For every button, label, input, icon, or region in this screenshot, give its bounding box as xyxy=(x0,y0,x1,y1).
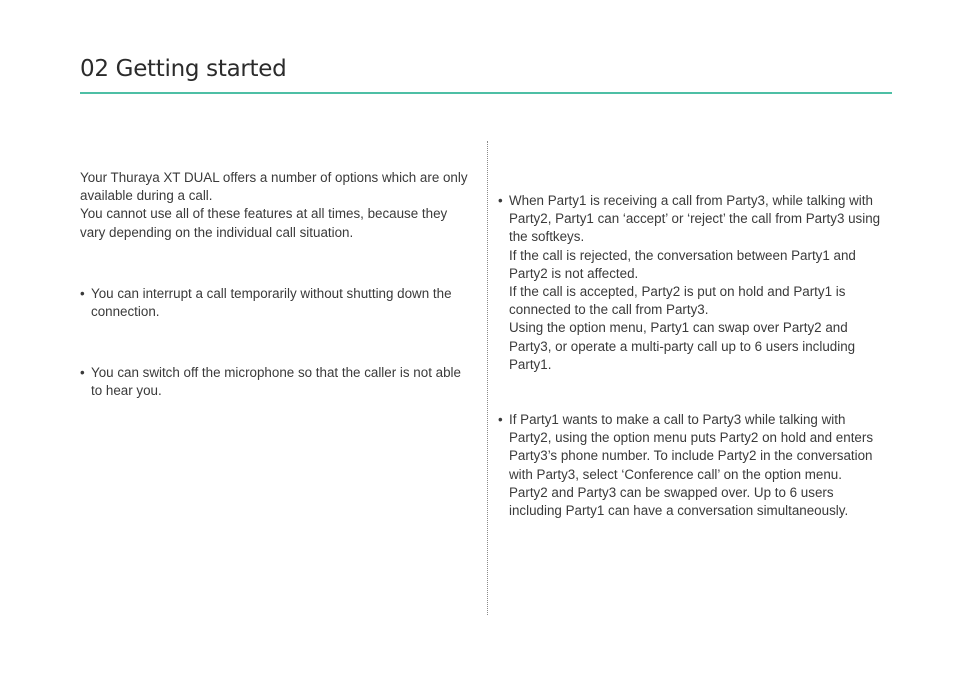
text-line: Party2, Party1 can ‘accept’ or ‘reject’ the call from Party3 using xyxy=(509,211,881,227)
text-line: connected to the call from Party3. xyxy=(509,302,709,318)
text-line: vary depending on the individual call situation. xyxy=(80,224,354,240)
bullet-dot: • xyxy=(498,193,503,208)
hold-call-bullet xyxy=(80,285,452,321)
text-line: When Party1 is receiving a call from Party3, while talking with xyxy=(509,193,873,208)
text-line: You can switch off the microphone so that the caller is not able xyxy=(91,365,461,380)
conference-call-bullet xyxy=(498,411,873,520)
bullet-dot: • xyxy=(80,286,85,301)
text-line: Party2 is not affected. xyxy=(509,265,639,281)
text-line: If the call is accepted, Party2 is put on hold and Party1 is xyxy=(509,284,846,300)
text-line: including Party1 can have a conversation simultaneously. xyxy=(509,503,849,519)
text-line: Party3, or operate a multi-party call up to 6 users including xyxy=(509,338,856,354)
text-line: You cannot use all of these features at all times, because they xyxy=(80,206,448,222)
text-line: If Party1 wants to make a call to Party3 while talking with xyxy=(509,412,846,427)
text-line: Your Thuraya XT DUAL offers a number of options which are only xyxy=(80,170,468,185)
text-line: Using the option menu, Party1 can swap over Party2 and xyxy=(509,320,848,336)
call-waiting-bullet xyxy=(498,192,880,374)
mute-microphone-bullet xyxy=(80,364,461,400)
text-line: the softkeys. xyxy=(509,229,585,245)
page-title: 02 Getting started xyxy=(80,56,287,82)
bullet-dot: • xyxy=(80,365,85,380)
text-line: to hear you. xyxy=(91,383,162,399)
text-line: Party3’s phone number. To include Party2 in the conversation xyxy=(509,448,873,464)
bullet-dot: • xyxy=(498,412,503,427)
text-line: Party1. xyxy=(509,356,552,372)
text-line: with Party3, select ‘Conference call’ on the option menu. xyxy=(509,466,842,482)
title-underline xyxy=(80,92,892,94)
text-line: connection. xyxy=(91,304,160,320)
text-line: available during a call. xyxy=(80,188,213,204)
column-divider xyxy=(487,141,488,615)
text-line: You can interrupt a call temporarily without shutting down the xyxy=(91,286,452,301)
text-line: If the call is rejected, the conversation between Party1 and xyxy=(509,247,856,263)
text-line: Party2, using the option menu puts Party2 on hold and enters xyxy=(509,430,874,446)
intro-paragraph xyxy=(80,169,468,242)
text-line: Party2 and Party3 can be swapped over. Up to 6 users xyxy=(509,484,834,500)
